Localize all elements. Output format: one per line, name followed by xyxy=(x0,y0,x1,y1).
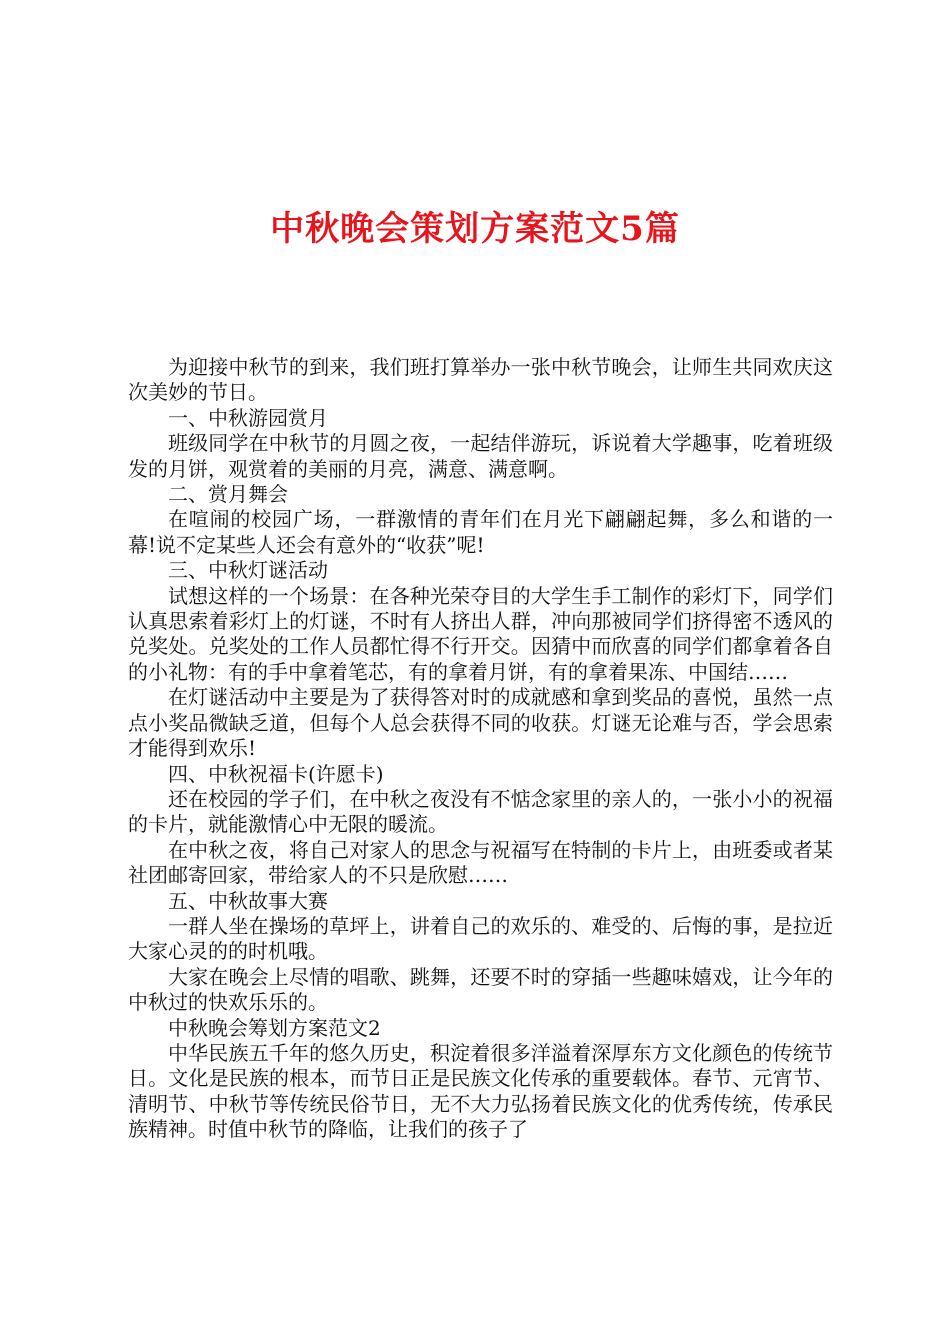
section-heading-1: 一、中秋游园赏月 xyxy=(168,405,328,430)
document-body xyxy=(128,355,833,1143)
section-heading-5: 五、中秋故事大赛 xyxy=(168,888,328,913)
paragraph-3b: 在灯谜活动中主要是为了获得答对时的成就感和拿到奖品的喜悦，虽然一点点小奖品微缺乏道，但每个人总会获得不同的收获。灯谜无论难与否，学会思索才能得到欢乐! xyxy=(128,685,833,761)
paragraph-2: 在喧闹的校园广场，一群激情的青年们在月光下翩翩起舞，多么和谐的一幕!说不定某些人还会有意外的“收获”呢! xyxy=(128,507,833,557)
paragraph-5b: 大家在晚会上尽情的唱歌、跳舞，还要不时的穿插一些趣味嬉戏，让今年的中秋过的快欢乐乐的。 xyxy=(128,964,833,1015)
paragraph-sample-2: 中华民族五千年的悠久历史，积淀着很多洋溢着深厚东方文化颜色的传统节日。文化是民族的根本，而节日正是民族文化传承的重要载体。春节、元宵节、清明节、中秋节等传统民俗节日，无不大力弘扬着民族文化的优秀传统，传承民族精神。时值中秋节的降临，让我们的孩子了 xyxy=(128,1040,833,1142)
document-title: 中秋晚会策划方案范文5篇 xyxy=(270,209,680,249)
paragraph-5a: 一群人坐在操场的草坪上，讲着自己的欢乐的、难受的、后悔的事，是拉近大家心灵的的时机哦。 xyxy=(128,913,833,964)
paragraph-4b: 在中秋之夜，将自己对家人的思念与祝福写在特制的卡片上，由班委或者某社团邮寄回家，带给家人的不只是欣慰…… xyxy=(128,837,833,888)
paragraph-intro: 为迎接中秋节的到来，我们班打算举办一张中秋节晚会，让师生共同欢庆这次美妙的节日。 xyxy=(128,355,833,405)
subtitle-sample-2: 中秋晚会筹划方案范文2 xyxy=(168,1015,381,1040)
paragraph-1: 班级同学在中秋节的月圆之夜，一起结伴游玩，诉说着大学趣事，吃着班级发的月饼，观赏着的美丽的月亮，满意、满意啊。 xyxy=(128,431,833,481)
section-heading-2: 二、赏月舞会 xyxy=(168,482,288,507)
paragraph-3a: 试想这样的一个场景：在各种光荣夺目的大学生手工制作的彩灯下，同学们认真思索着彩灯上的灯谜，不时有人挤出人群，冲向那被同学们挤得密不透风的兑奖处。兑奖处的工作人员都忙得不行开交。因猜中而欣喜的同学们都拿着各自的小礼物：有的手中拿着笔芯，有的拿着月饼，有的拿着果冻、中国结…… xyxy=(128,583,833,684)
paragraph-4a: 还在校园的学子们，在中秋之夜没有不惦念家里的亲人的，一张小小的祝福的卡片，就能激情心中无限的暖流。 xyxy=(128,786,833,837)
section-heading-3: 三、中秋灯谜活动 xyxy=(168,558,328,583)
section-heading-4: 四、中秋祝福卡(许愿卡) xyxy=(168,761,384,786)
